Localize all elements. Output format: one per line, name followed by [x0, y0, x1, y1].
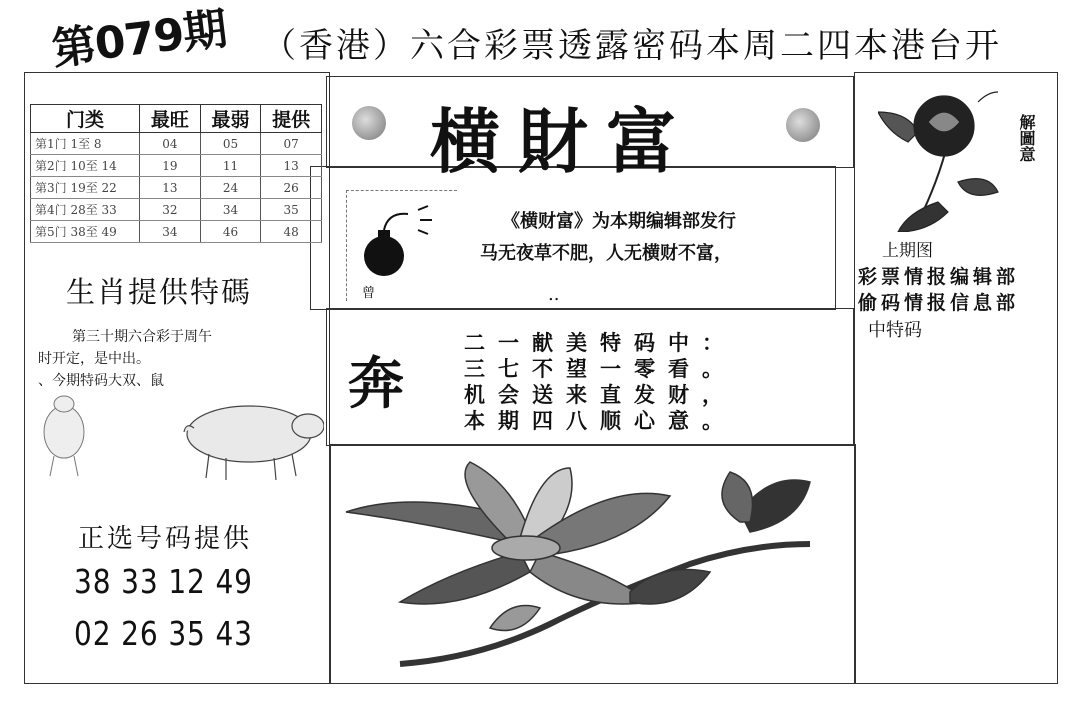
- poem-line: 二一献美特码中：: [464, 330, 736, 355]
- door-cell: 第3门 19至 22: [31, 177, 140, 199]
- intro-line: 《横财富》为本期编辑部发行: [502, 211, 736, 232]
- piglet-icon: [44, 396, 84, 476]
- table-header-row: [31, 105, 322, 133]
- intro-dots: ..: [548, 284, 560, 305]
- poem-line: 本期四八顺心意。: [464, 408, 736, 433]
- picks-title: 正选号码提供: [78, 524, 253, 554]
- stats-table: [30, 104, 322, 243]
- table-row: [31, 133, 322, 155]
- poem-line: 三七不望一零看。: [464, 356, 736, 381]
- magnolia-illustration: [340, 452, 850, 678]
- dept-line: 偷码情报信息部: [858, 292, 1020, 314]
- min-cell: 05: [200, 133, 261, 155]
- min-cell: 24: [200, 177, 261, 199]
- col-header: 最弱: [200, 105, 261, 133]
- col-header: 门类: [31, 105, 140, 133]
- table-row: [31, 199, 322, 221]
- intro-text: [480, 206, 840, 270]
- zodiac-title: 生肖提供特碼: [66, 275, 253, 309]
- max-cell: 19: [140, 155, 201, 177]
- decode-label: 解圖意: [1017, 114, 1036, 162]
- door-cell: 第5门 38至 49: [31, 221, 140, 243]
- table-row: [31, 177, 322, 199]
- zeng-mark: 曾: [362, 286, 376, 301]
- max-cell: 34: [140, 221, 201, 243]
- offer-cell: 13: [261, 155, 322, 177]
- zodiac-line: 时开定，是中出。: [38, 351, 150, 367]
- col-header: 最旺: [140, 105, 201, 133]
- picks-line: 38 33 12 49: [74, 562, 253, 601]
- coin-icon: [352, 106, 386, 140]
- pig-icon: [184, 406, 324, 480]
- zodiac-text: [38, 326, 298, 392]
- offer-cell: 26: [261, 177, 322, 199]
- poem: [464, 330, 736, 434]
- headline: （香港）六合彩票透露密码本周二四本港台开: [262, 26, 1002, 66]
- hit-label: 中特码: [868, 320, 922, 341]
- min-cell: 11: [200, 155, 261, 177]
- coin-icon: [786, 108, 820, 142]
- col-header: 提供: [261, 105, 322, 133]
- zodiac-line: 、今期特码大双、鼠: [38, 373, 164, 389]
- main-title: 横財富: [430, 100, 694, 183]
- max-cell: 04: [140, 133, 201, 155]
- min-cell: 34: [200, 199, 261, 221]
- issue-number: 第079期: [49, 3, 230, 76]
- max-cell: 13: [140, 177, 201, 199]
- bomb-icon: [358, 200, 448, 280]
- picks-line: 02 26 35 43: [74, 614, 253, 653]
- prev-image-label: 上期图: [882, 241, 933, 261]
- table-row: [31, 155, 322, 177]
- offer-cell: 48: [261, 221, 322, 243]
- intro-line: 马无夜草不肥，人无横财不富，: [480, 243, 732, 264]
- door-cell: 第4门 28至 33: [31, 199, 140, 221]
- offer-cell: 07: [261, 133, 322, 155]
- max-cell: 32: [140, 199, 201, 221]
- zodiac-line: 第三十期六合彩于周午: [72, 329, 212, 345]
- min-cell: 46: [200, 221, 261, 243]
- pig-illustration: [34, 392, 324, 488]
- rose-illustration: [878, 82, 1008, 232]
- table-row: [31, 221, 322, 243]
- dept-line: 彩票情报编辑部: [858, 266, 1020, 288]
- door-cell: 第2门 10至 14: [31, 155, 140, 177]
- door-cell: 第1门 1至 8: [31, 133, 140, 155]
- poem-line: 机会送来直发财，: [464, 382, 736, 407]
- big-character: 奔: [348, 351, 404, 417]
- offer-cell: 35: [261, 199, 322, 221]
